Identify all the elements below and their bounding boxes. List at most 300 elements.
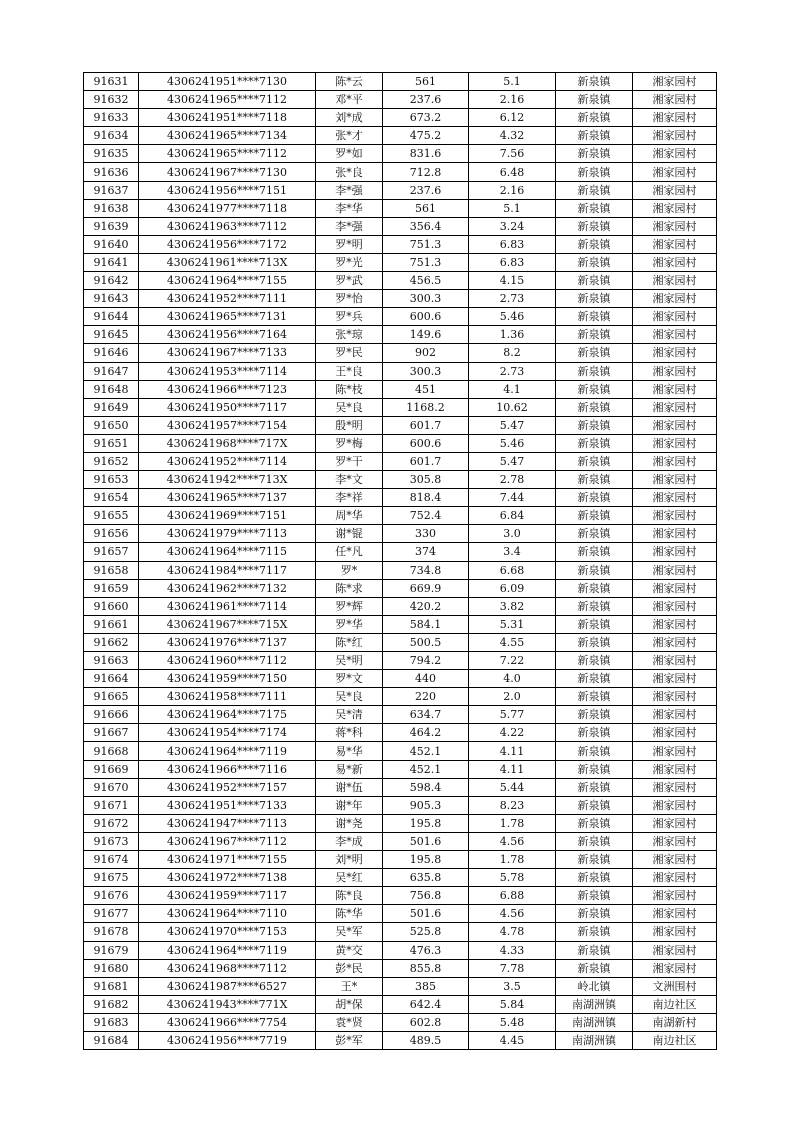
area-cell: 5.48 bbox=[469, 1013, 556, 1031]
row-number-cell: 91660 bbox=[84, 597, 139, 615]
row-number-cell: 91676 bbox=[84, 887, 139, 905]
area-cell: 1.78 bbox=[469, 851, 556, 869]
name-cell: 罗*兵 bbox=[316, 308, 383, 326]
name-cell: 彭*军 bbox=[316, 1031, 383, 1049]
town-cell: 新泉镇 bbox=[556, 706, 633, 724]
amount-cell: 855.8 bbox=[383, 959, 469, 977]
town-cell: 新泉镇 bbox=[556, 434, 633, 452]
village-cell: 南边社区 bbox=[633, 1031, 717, 1049]
town-cell: 新泉镇 bbox=[556, 959, 633, 977]
village-cell: 湘家园村 bbox=[633, 724, 717, 742]
name-cell: 王* bbox=[316, 977, 383, 995]
name-cell: 袁*贤 bbox=[316, 1013, 383, 1031]
row-number-cell: 91668 bbox=[84, 742, 139, 760]
row-number-cell: 91654 bbox=[84, 489, 139, 507]
id-number-cell: 4306241967****7112 bbox=[139, 832, 316, 850]
area-cell: 4.33 bbox=[469, 941, 556, 959]
amount-cell: 420.2 bbox=[383, 597, 469, 615]
name-cell: 李*成 bbox=[316, 832, 383, 850]
id-number-cell: 4306241967****7133 bbox=[139, 344, 316, 362]
row-number-cell: 91636 bbox=[84, 163, 139, 181]
amount-cell: 584.1 bbox=[383, 615, 469, 633]
table-row bbox=[84, 253, 717, 271]
table-row bbox=[84, 380, 717, 398]
village-cell: 湘家园村 bbox=[633, 851, 717, 869]
row-number-cell: 91637 bbox=[84, 181, 139, 199]
town-cell: 新泉镇 bbox=[556, 416, 633, 434]
row-number-cell: 91638 bbox=[84, 199, 139, 217]
village-cell: 湘家园村 bbox=[633, 941, 717, 959]
village-cell: 湘家园村 bbox=[633, 814, 717, 832]
amount-cell: 756.8 bbox=[383, 887, 469, 905]
village-cell: 南边社区 bbox=[633, 995, 717, 1013]
row-number-cell: 91651 bbox=[84, 434, 139, 452]
table-row bbox=[84, 670, 717, 688]
village-cell: 湘家园村 bbox=[633, 326, 717, 344]
row-number-cell: 91674 bbox=[84, 851, 139, 869]
town-cell: 新泉镇 bbox=[556, 145, 633, 163]
name-cell: 罗*如 bbox=[316, 145, 383, 163]
town-cell: 新泉镇 bbox=[556, 362, 633, 380]
name-cell: 陈*云 bbox=[316, 73, 383, 91]
table-row bbox=[84, 851, 717, 869]
amount-cell: 598.4 bbox=[383, 778, 469, 796]
table-row bbox=[84, 724, 717, 742]
amount-cell: 734.8 bbox=[383, 561, 469, 579]
area-cell: 6.68 bbox=[469, 561, 556, 579]
village-cell: 湘家园村 bbox=[633, 73, 717, 91]
id-number-cell: 4306241964****7110 bbox=[139, 905, 316, 923]
area-cell: 6.12 bbox=[469, 109, 556, 127]
table-row bbox=[84, 597, 717, 615]
id-number-cell: 4306241987****6527 bbox=[139, 977, 316, 995]
amount-cell: 600.6 bbox=[383, 434, 469, 452]
area-cell: 2.16 bbox=[469, 91, 556, 109]
row-number-cell: 91661 bbox=[84, 615, 139, 633]
town-cell: 新泉镇 bbox=[556, 235, 633, 253]
name-cell: 张*琼 bbox=[316, 326, 383, 344]
town-cell: 南湖洲镇 bbox=[556, 995, 633, 1013]
town-cell: 新泉镇 bbox=[556, 887, 633, 905]
name-cell: 吴*良 bbox=[316, 688, 383, 706]
table-row bbox=[84, 887, 717, 905]
town-cell: 新泉镇 bbox=[556, 525, 633, 543]
id-number-cell: 4306241976****7137 bbox=[139, 633, 316, 651]
town-cell: 新泉镇 bbox=[556, 796, 633, 814]
id-number-cell: 4306241952****7111 bbox=[139, 290, 316, 308]
name-cell: 吴*良 bbox=[316, 398, 383, 416]
table-row bbox=[84, 344, 717, 362]
table-row bbox=[84, 1031, 717, 1049]
name-cell: 谢*尧 bbox=[316, 814, 383, 832]
name-cell: 陈*华 bbox=[316, 905, 383, 923]
area-cell: 4.11 bbox=[469, 760, 556, 778]
name-cell: 陈*求 bbox=[316, 579, 383, 597]
row-number-cell: 91641 bbox=[84, 253, 139, 271]
id-number-cell: 4306241961****713X bbox=[139, 253, 316, 271]
row-number-cell: 91645 bbox=[84, 326, 139, 344]
village-cell: 湘家园村 bbox=[633, 217, 717, 235]
id-number-cell: 4306241960****7112 bbox=[139, 652, 316, 670]
town-cell: 新泉镇 bbox=[556, 688, 633, 706]
amount-cell: 500.5 bbox=[383, 633, 469, 651]
table-row bbox=[84, 489, 717, 507]
village-cell: 湘家园村 bbox=[633, 543, 717, 561]
town-cell: 新泉镇 bbox=[556, 290, 633, 308]
area-cell: 4.0 bbox=[469, 670, 556, 688]
name-cell: 易*华 bbox=[316, 742, 383, 760]
area-cell: 5.46 bbox=[469, 308, 556, 326]
id-number-cell: 4306241968****717X bbox=[139, 434, 316, 452]
town-cell: 岭北镇 bbox=[556, 977, 633, 995]
name-cell: 罗*华 bbox=[316, 615, 383, 633]
village-cell: 湘家园村 bbox=[633, 869, 717, 887]
town-cell: 新泉镇 bbox=[556, 615, 633, 633]
row-number-cell: 91640 bbox=[84, 235, 139, 253]
id-number-cell: 4306241953****7114 bbox=[139, 362, 316, 380]
amount-cell: 561 bbox=[383, 199, 469, 217]
area-cell: 5.77 bbox=[469, 706, 556, 724]
name-cell: 李*祥 bbox=[316, 489, 383, 507]
village-cell: 湘家园村 bbox=[633, 923, 717, 941]
amount-cell: 195.8 bbox=[383, 814, 469, 832]
area-cell: 6.83 bbox=[469, 235, 556, 253]
town-cell: 新泉镇 bbox=[556, 272, 633, 290]
area-cell: 5.47 bbox=[469, 416, 556, 434]
table-row bbox=[84, 615, 717, 633]
amount-cell: 456.5 bbox=[383, 272, 469, 290]
town-cell: 新泉镇 bbox=[556, 561, 633, 579]
amount-cell: 149.6 bbox=[383, 326, 469, 344]
village-cell: 湘家园村 bbox=[633, 398, 717, 416]
area-cell: 6.48 bbox=[469, 163, 556, 181]
id-number-cell: 4306241951****7130 bbox=[139, 73, 316, 91]
id-number-cell: 4306241956****7719 bbox=[139, 1031, 316, 1049]
id-number-cell: 4306241968****7112 bbox=[139, 959, 316, 977]
row-number-cell: 91644 bbox=[84, 308, 139, 326]
amount-cell: 451 bbox=[383, 380, 469, 398]
amount-cell: 374 bbox=[383, 543, 469, 561]
town-cell: 新泉镇 bbox=[556, 814, 633, 832]
name-cell: 张*才 bbox=[316, 127, 383, 145]
town-cell: 新泉镇 bbox=[556, 199, 633, 217]
name-cell: 邓*平 bbox=[316, 91, 383, 109]
name-cell: 易*新 bbox=[316, 760, 383, 778]
amount-cell: 634.7 bbox=[383, 706, 469, 724]
row-number-cell: 91670 bbox=[84, 778, 139, 796]
id-number-cell: 4306241971****7155 bbox=[139, 851, 316, 869]
table-row bbox=[84, 290, 717, 308]
row-number-cell: 91632 bbox=[84, 91, 139, 109]
row-number-cell: 91683 bbox=[84, 1013, 139, 1031]
table-row bbox=[84, 452, 717, 470]
town-cell: 新泉镇 bbox=[556, 670, 633, 688]
amount-cell: 220 bbox=[383, 688, 469, 706]
town-cell: 南湖洲镇 bbox=[556, 1031, 633, 1049]
village-cell: 湘家园村 bbox=[633, 905, 717, 923]
area-cell: 4.56 bbox=[469, 905, 556, 923]
id-number-cell: 4306241966****7116 bbox=[139, 760, 316, 778]
town-cell: 新泉镇 bbox=[556, 760, 633, 778]
row-number-cell: 91635 bbox=[84, 145, 139, 163]
village-cell: 湘家园村 bbox=[633, 778, 717, 796]
id-number-cell: 4306241969****7151 bbox=[139, 507, 316, 525]
row-number-cell: 91652 bbox=[84, 452, 139, 470]
area-cell: 1.78 bbox=[469, 814, 556, 832]
village-cell: 湘家园村 bbox=[633, 561, 717, 579]
town-cell: 新泉镇 bbox=[556, 109, 633, 127]
id-number-cell: 4306241956****7151 bbox=[139, 181, 316, 199]
town-cell: 南湖洲镇 bbox=[556, 1013, 633, 1031]
village-cell: 湘家园村 bbox=[633, 652, 717, 670]
area-cell: 7.44 bbox=[469, 489, 556, 507]
amount-cell: 356.4 bbox=[383, 217, 469, 235]
row-number-cell: 91675 bbox=[84, 869, 139, 887]
row-number-cell: 91633 bbox=[84, 109, 139, 127]
amount-cell: 751.3 bbox=[383, 253, 469, 271]
table-row bbox=[84, 796, 717, 814]
town-cell: 新泉镇 bbox=[556, 217, 633, 235]
area-cell: 4.11 bbox=[469, 742, 556, 760]
id-number-cell: 4306241965****7112 bbox=[139, 91, 316, 109]
table-row bbox=[84, 272, 717, 290]
village-cell: 湘家园村 bbox=[633, 362, 717, 380]
table-row bbox=[84, 434, 717, 452]
id-number-cell: 4306241952****7114 bbox=[139, 452, 316, 470]
id-number-cell: 4306241964****7119 bbox=[139, 742, 316, 760]
town-cell: 新泉镇 bbox=[556, 73, 633, 91]
area-cell: 5.78 bbox=[469, 869, 556, 887]
area-cell: 8.2 bbox=[469, 344, 556, 362]
name-cell: 罗*干 bbox=[316, 452, 383, 470]
table-row bbox=[84, 977, 717, 995]
table-row bbox=[84, 688, 717, 706]
name-cell: 刘*成 bbox=[316, 109, 383, 127]
town-cell: 新泉镇 bbox=[556, 652, 633, 670]
amount-cell: 385 bbox=[383, 977, 469, 995]
name-cell: 王*良 bbox=[316, 362, 383, 380]
amount-cell: 902 bbox=[383, 344, 469, 362]
amount-cell: 475.2 bbox=[383, 127, 469, 145]
name-cell: 罗* bbox=[316, 561, 383, 579]
village-cell: 湘家园村 bbox=[633, 109, 717, 127]
row-number-cell: 91672 bbox=[84, 814, 139, 832]
amount-cell: 669.9 bbox=[383, 579, 469, 597]
town-cell: 新泉镇 bbox=[556, 724, 633, 742]
id-number-cell: 4306241965****7131 bbox=[139, 308, 316, 326]
amount-cell: 1168.2 bbox=[383, 398, 469, 416]
town-cell: 新泉镇 bbox=[556, 869, 633, 887]
amount-cell: 501.6 bbox=[383, 905, 469, 923]
table-row bbox=[84, 543, 717, 561]
table-row bbox=[84, 398, 717, 416]
id-number-cell: 4306241951****7133 bbox=[139, 796, 316, 814]
area-cell: 7.78 bbox=[469, 959, 556, 977]
amount-cell: 452.1 bbox=[383, 760, 469, 778]
area-cell: 2.0 bbox=[469, 688, 556, 706]
table-row bbox=[84, 308, 717, 326]
town-cell: 新泉镇 bbox=[556, 91, 633, 109]
village-cell: 湘家园村 bbox=[633, 163, 717, 181]
area-cell: 7.22 bbox=[469, 652, 556, 670]
row-number-cell: 91662 bbox=[84, 633, 139, 651]
table-row bbox=[84, 471, 717, 489]
area-cell: 2.16 bbox=[469, 181, 556, 199]
name-cell: 任*凡 bbox=[316, 543, 383, 561]
town-cell: 新泉镇 bbox=[556, 851, 633, 869]
name-cell: 蒋*科 bbox=[316, 724, 383, 742]
row-number-cell: 91647 bbox=[84, 362, 139, 380]
id-number-cell: 4306241965****7134 bbox=[139, 127, 316, 145]
table-row bbox=[84, 742, 717, 760]
row-number-cell: 91673 bbox=[84, 832, 139, 850]
amount-cell: 752.4 bbox=[383, 507, 469, 525]
id-number-cell: 4306241972****7138 bbox=[139, 869, 316, 887]
table-row bbox=[84, 869, 717, 887]
id-number-cell: 4306241943****771X bbox=[139, 995, 316, 1013]
name-cell: 吴*军 bbox=[316, 923, 383, 941]
area-cell: 6.83 bbox=[469, 253, 556, 271]
amount-cell: 440 bbox=[383, 670, 469, 688]
name-cell: 罗*明 bbox=[316, 235, 383, 253]
name-cell: 陈*枝 bbox=[316, 380, 383, 398]
area-cell: 5.47 bbox=[469, 452, 556, 470]
row-number-cell: 91648 bbox=[84, 380, 139, 398]
table-row bbox=[84, 73, 717, 91]
area-cell: 4.78 bbox=[469, 923, 556, 941]
row-number-cell: 91666 bbox=[84, 706, 139, 724]
amount-cell: 501.6 bbox=[383, 832, 469, 850]
table-row bbox=[84, 326, 717, 344]
id-number-cell: 4306241956****7172 bbox=[139, 235, 316, 253]
name-cell: 罗*民 bbox=[316, 344, 383, 362]
area-cell: 3.5 bbox=[469, 977, 556, 995]
amount-cell: 300.3 bbox=[383, 362, 469, 380]
table-row bbox=[84, 217, 717, 235]
name-cell: 刘*明 bbox=[316, 851, 383, 869]
amount-cell: 751.3 bbox=[383, 235, 469, 253]
village-cell: 湘家园村 bbox=[633, 416, 717, 434]
table-row bbox=[84, 652, 717, 670]
id-number-cell: 4306241967****715X bbox=[139, 615, 316, 633]
village-cell: 湘家园村 bbox=[633, 615, 717, 633]
area-cell: 2.78 bbox=[469, 471, 556, 489]
town-cell: 新泉镇 bbox=[556, 308, 633, 326]
amount-cell: 476.3 bbox=[383, 941, 469, 959]
village-cell: 湘家园村 bbox=[633, 760, 717, 778]
village-cell: 湘家园村 bbox=[633, 633, 717, 651]
row-number-cell: 91678 bbox=[84, 923, 139, 941]
amount-cell: 237.6 bbox=[383, 181, 469, 199]
name-cell: 吴*明 bbox=[316, 652, 383, 670]
village-cell: 湘家园村 bbox=[633, 290, 717, 308]
village-cell: 南湖新村 bbox=[633, 1013, 717, 1031]
row-number-cell: 91642 bbox=[84, 272, 139, 290]
village-cell: 湘家园村 bbox=[633, 199, 717, 217]
town-cell: 新泉镇 bbox=[556, 923, 633, 941]
village-cell: 湘家园村 bbox=[633, 597, 717, 615]
row-number-cell: 91680 bbox=[84, 959, 139, 977]
row-number-cell: 91671 bbox=[84, 796, 139, 814]
area-cell: 6.09 bbox=[469, 579, 556, 597]
village-cell: 湘家园村 bbox=[633, 832, 717, 850]
village-cell: 湘家园村 bbox=[633, 127, 717, 145]
id-number-cell: 4306241956****7164 bbox=[139, 326, 316, 344]
amount-cell: 561 bbox=[383, 73, 469, 91]
village-cell: 湘家园村 bbox=[633, 253, 717, 271]
id-number-cell: 4306241954****7174 bbox=[139, 724, 316, 742]
area-cell: 4.22 bbox=[469, 724, 556, 742]
area-cell: 4.56 bbox=[469, 832, 556, 850]
village-cell: 湘家园村 bbox=[633, 434, 717, 452]
id-number-cell: 4306241979****7113 bbox=[139, 525, 316, 543]
id-number-cell: 4306241963****7112 bbox=[139, 217, 316, 235]
amount-cell: 818.4 bbox=[383, 489, 469, 507]
name-cell: 李*强 bbox=[316, 217, 383, 235]
area-cell: 5.44 bbox=[469, 778, 556, 796]
town-cell: 新泉镇 bbox=[556, 832, 633, 850]
id-number-cell: 4306241964****7119 bbox=[139, 941, 316, 959]
village-cell: 湘家园村 bbox=[633, 579, 717, 597]
town-cell: 新泉镇 bbox=[556, 326, 633, 344]
id-number-cell: 4306241958****7111 bbox=[139, 688, 316, 706]
village-cell: 湘家园村 bbox=[633, 489, 717, 507]
id-number-cell: 4306241970****7153 bbox=[139, 923, 316, 941]
table-row bbox=[84, 163, 717, 181]
id-number-cell: 4306241966****7123 bbox=[139, 380, 316, 398]
row-number-cell: 91677 bbox=[84, 905, 139, 923]
village-cell: 湘家园村 bbox=[633, 471, 717, 489]
table-row bbox=[84, 362, 717, 380]
amount-cell: 452.1 bbox=[383, 742, 469, 760]
name-cell: 李*强 bbox=[316, 181, 383, 199]
area-cell: 4.32 bbox=[469, 127, 556, 145]
id-number-cell: 4306241952****7157 bbox=[139, 778, 316, 796]
amount-cell: 831.6 bbox=[383, 145, 469, 163]
table-row bbox=[84, 941, 717, 959]
row-number-cell: 91669 bbox=[84, 760, 139, 778]
amount-cell: 464.2 bbox=[383, 724, 469, 742]
row-number-cell: 91655 bbox=[84, 507, 139, 525]
area-cell: 4.15 bbox=[469, 272, 556, 290]
area-cell: 5.84 bbox=[469, 995, 556, 1013]
id-number-cell: 4306241951****7118 bbox=[139, 109, 316, 127]
id-number-cell: 4306241964****7155 bbox=[139, 272, 316, 290]
table-row bbox=[84, 91, 717, 109]
table-row bbox=[84, 561, 717, 579]
table-row bbox=[84, 507, 717, 525]
town-cell: 新泉镇 bbox=[556, 543, 633, 561]
village-cell: 湘家园村 bbox=[633, 796, 717, 814]
id-number-cell: 4306241947****7113 bbox=[139, 814, 316, 832]
id-number-cell: 4306241965****7112 bbox=[139, 145, 316, 163]
town-cell: 新泉镇 bbox=[556, 344, 633, 362]
amount-cell: 330 bbox=[383, 525, 469, 543]
area-cell: 5.1 bbox=[469, 73, 556, 91]
id-number-cell: 4306241984****7117 bbox=[139, 561, 316, 579]
row-number-cell: 91631 bbox=[84, 73, 139, 91]
id-number-cell: 4306241959****7150 bbox=[139, 670, 316, 688]
table-row bbox=[84, 525, 717, 543]
amount-cell: 642.4 bbox=[383, 995, 469, 1013]
table-row bbox=[84, 832, 717, 850]
name-cell: 胡*保 bbox=[316, 995, 383, 1013]
row-number-cell: 91682 bbox=[84, 995, 139, 1013]
name-cell: 罗*怡 bbox=[316, 290, 383, 308]
town-cell: 新泉镇 bbox=[556, 941, 633, 959]
name-cell: 罗*武 bbox=[316, 272, 383, 290]
area-cell: 3.4 bbox=[469, 543, 556, 561]
